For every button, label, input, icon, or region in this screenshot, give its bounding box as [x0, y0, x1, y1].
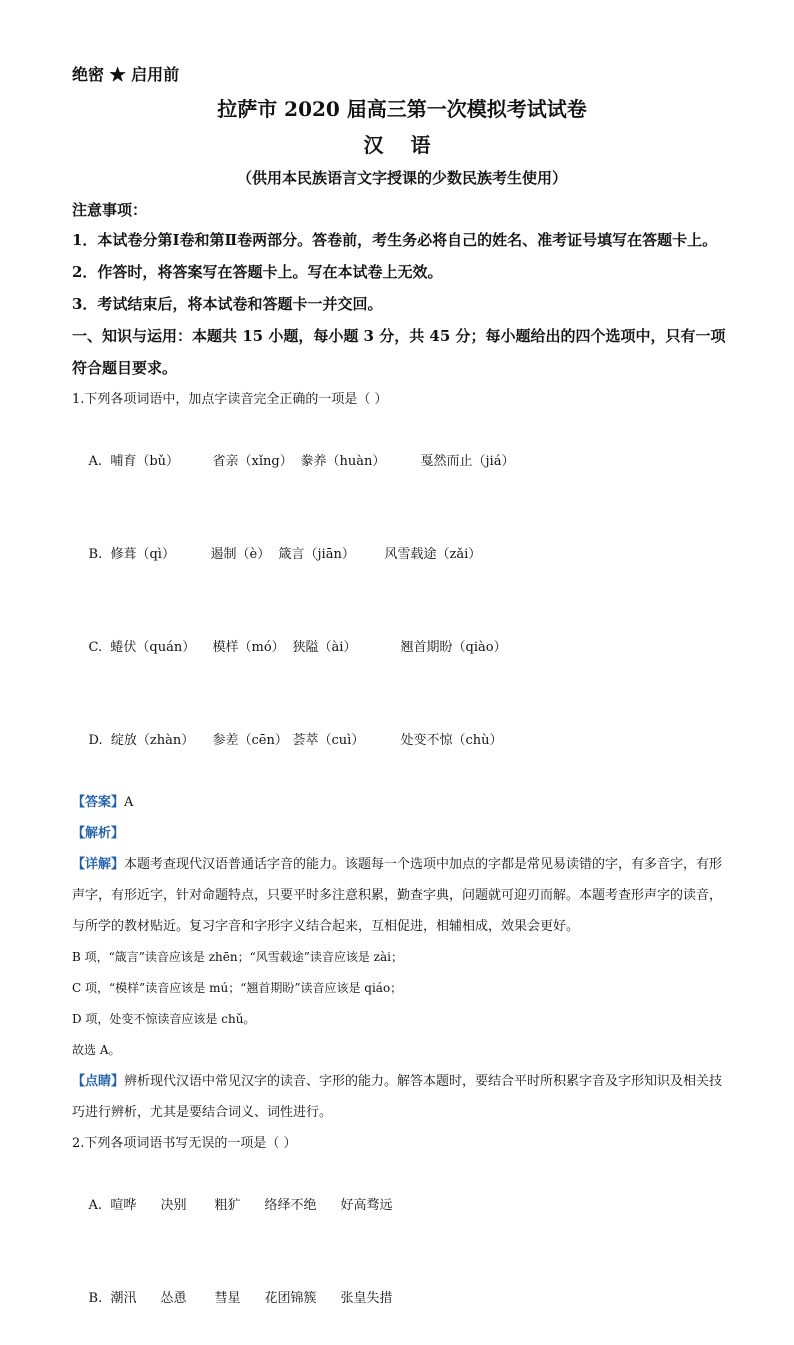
- option-word: 处变不惊（chù）: [400, 733, 503, 748]
- answer-line: [72, 787, 732, 818]
- analysis-tag: 【解析】: [72, 826, 125, 841]
- exam-title: 拉萨市 2020 届高三第一次模拟考试试卷: [217, 97, 587, 121]
- option-word: 遏制（è）: [210, 547, 271, 562]
- option-word: 络绎不绝: [264, 1198, 317, 1213]
- question-2-stem: 2.下列各项词语书写无误的一项是（ ）: [72, 1136, 297, 1151]
- question-1-stem: 1.下列各项词语中，加点字读音完全正确的一项是（ ）: [72, 392, 388, 407]
- option-word: 省亲（xǐng）: [212, 454, 293, 469]
- analysis-line-c: C 项，“模样”读音应该是 mú；“翘首期盼”读音应该是 qiáo；: [72, 981, 403, 995]
- notice-item-2: 2．作答时，将答案写在答题卡上。写在本试卷上无效。: [72, 263, 443, 281]
- option-word: 豢养（huàn）: [300, 454, 386, 469]
- option-word: B. 潮汛: [88, 1291, 137, 1306]
- question-1-option-a: [72, 415, 732, 508]
- analysis-conclusion: 故选 A。: [72, 1043, 121, 1057]
- question-1-option-d: [72, 694, 732, 787]
- option-word: 模样（mó）: [212, 640, 285, 655]
- answer-value: A: [124, 795, 134, 810]
- exam-page: [72, 62, 732, 1345]
- option-word: A. 喧哗: [88, 1198, 137, 1213]
- option-word: 翘首期盼（qiào）: [400, 640, 507, 655]
- point-tag: 【点睛】: [72, 1074, 125, 1089]
- notice-item-1: 1．本试卷分第Ⅰ卷和第Ⅱ卷两部分。答卷前，考生务必将自己的姓名、准考证号填写在答题卡上。: [72, 231, 718, 249]
- option-word: 花团锦簇: [264, 1291, 317, 1306]
- option-word: 荟萃（cuì）: [292, 733, 365, 748]
- option-word: 好高骛远: [340, 1198, 393, 1213]
- option-word: 狭隘（ài）: [292, 640, 357, 655]
- confidential-label: 绝密 ★ 启用前: [72, 65, 180, 84]
- detail-tag: 【详解】: [72, 857, 125, 872]
- notice-heading: 注意事项：: [72, 201, 148, 219]
- subject-title: 汉 语: [363, 133, 441, 157]
- option-word: D. 绽放（zhàn）: [88, 733, 195, 748]
- option-word: 怂恿: [160, 1291, 187, 1306]
- option-word: A. 哺育（bǔ）: [88, 454, 180, 469]
- option-word: 参差（cēn）: [212, 733, 288, 748]
- option-word: 彗星: [214, 1291, 241, 1306]
- point-text: 辨析现代汉语中常见汉字的读音、字形的能力。解答本题时，要结合平时所积累字音及字形知识及相关技巧进行辨析，尤其是要结合词义、词性进行。: [72, 1074, 723, 1120]
- option-word: 箴言（jiān）: [278, 547, 355, 562]
- question-2-option-a: [72, 1159, 732, 1252]
- analysis-line-b: B 项，“箴言”读音应该是 zhēn；“风雪载途”读音应该是 zài；: [72, 950, 403, 964]
- option-word: B. 修葺（qì）: [88, 547, 175, 562]
- answer-tag: 【答案】: [72, 795, 125, 810]
- question-1-option-c: [72, 601, 732, 694]
- option-word: 决别: [160, 1198, 187, 1213]
- notice-item-3: 3．考试结束后，将本试卷和答题卡一并交回。: [72, 295, 383, 313]
- question-2-option-b: [72, 1252, 732, 1345]
- exam-subtitle: （供用本民族语言文字授课的少数民族考生使用）: [236, 169, 567, 187]
- option-word: 风雪载途（zǎi）: [384, 547, 482, 562]
- question-1-option-b: [72, 508, 732, 601]
- option-word: C. 蜷伏（quán）: [88, 640, 196, 655]
- detail-text: 本题考查现代汉语普通话字音的能力。该题每一个选项中加点的字都是常见易读错的字，有多音字，有形声字，有形近字，针对命题特点，只要平时多注意积累，勤查字典，问题就可迎刃而解。本题考查形声字的读音，与所学的教材贴近。复习字音和字形字义结合起来，互相促进，相辅相成，效果会更好。: [72, 857, 723, 934]
- option-word: 张皇失措: [340, 1291, 393, 1306]
- option-word: 戛然而止（jiá）: [420, 454, 515, 469]
- section-heading: 一、知识与运用：本题共 15 小题，每小题 3 分，共 45 分；每小题给出的四个选项中，只有一项符合题目要求。: [72, 327, 726, 377]
- detail-paragraph: [72, 849, 732, 942]
- option-word: 粗犷: [214, 1198, 241, 1213]
- point-paragraph: [72, 1066, 732, 1128]
- analysis-line-d: D 项，处变不惊读音应该是 chǔ。: [72, 1012, 256, 1026]
